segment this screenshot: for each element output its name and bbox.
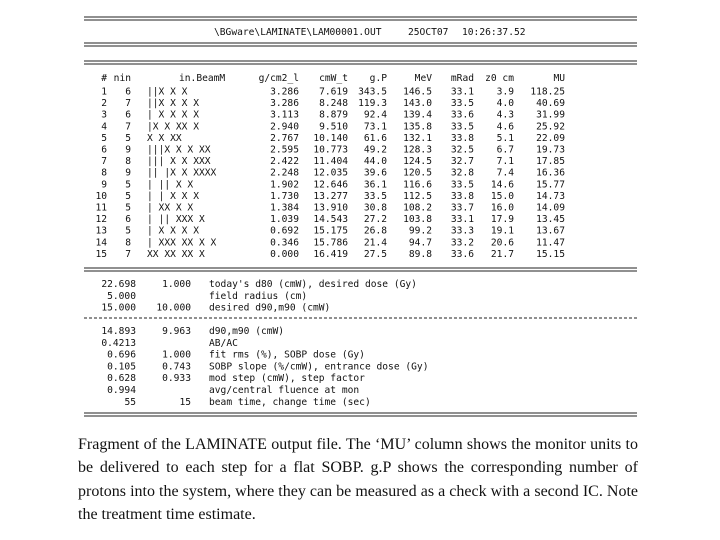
table-cell: 0.000 <box>270 248 299 260</box>
table-cell: 27.2 <box>363 214 387 226</box>
table-cell: 14 <box>95 237 107 249</box>
table-cell: 5 <box>125 202 131 214</box>
table-cell: 11.404 <box>313 156 348 168</box>
param-label: d90,m90 (cmW) <box>209 326 285 337</box>
table-cell: 5 <box>125 190 131 202</box>
table-cell: 32.5 <box>450 144 474 156</box>
table-row <box>101 121 565 132</box>
table-cell: 103.8 <box>403 214 432 226</box>
table-cell: 4 <box>101 121 107 133</box>
table-cell: 33.3 <box>450 225 474 237</box>
param-value: 0.105 <box>107 361 136 373</box>
figure-caption: Fragment of the LAMINATE output file. The ‘MU’ column shows the monitor units to be delivered to each step for a flat SOBP. g.P shows the corresponding number of protons into the system, where they can be measured as a check with a second IC. Note the treatment time estimate. <box>78 436 638 524</box>
param-value: 22.698 <box>101 279 136 290</box>
table-cell: | X X X X <box>147 225 199 237</box>
table-cell: 61.6 <box>363 132 387 144</box>
table-cell: 118.25 <box>530 86 565 98</box>
table-cell: 0.692 <box>270 225 299 237</box>
table-row <box>95 191 565 202</box>
table-cell: 7.619 <box>319 86 348 98</box>
table-cell: 1.039 <box>270 214 299 226</box>
table-cell: 3 <box>101 109 107 121</box>
table-cell: 2.595 <box>270 144 299 156</box>
table-cell: X X XX <box>147 132 182 144</box>
table-cell: | XX X X <box>147 202 194 214</box>
table-cell: 7 <box>125 248 131 260</box>
table-cell: 143.0 <box>403 98 432 110</box>
param-value: 1.000 <box>162 279 191 290</box>
table-cell: 94.7 <box>408 237 432 249</box>
table-cell: 21.4 <box>363 237 387 249</box>
table-cell: 15.175 <box>313 225 348 237</box>
table-cell: 15.15 <box>536 248 565 260</box>
param-label: mod step (cmW), step factor <box>209 373 365 385</box>
table-cell: 7 <box>101 156 107 168</box>
table-cell: 2.940 <box>270 121 299 133</box>
table-cell: 21.7 <box>490 248 514 260</box>
table-header <box>101 73 565 84</box>
param-label: beam time, change time (sec) <box>209 396 371 408</box>
table-cell: 135.8 <box>403 121 432 133</box>
table-cell: 17.85 <box>536 156 565 168</box>
table-cell: 14.6 <box>490 179 514 191</box>
table-cell: 112.5 <box>403 190 432 202</box>
table-cell: 13.45 <box>536 214 565 226</box>
table-row <box>95 226 565 237</box>
table-cell: 7.4 <box>496 167 514 179</box>
param-value: 5.000 <box>107 290 136 302</box>
table-cell: 1.902 <box>270 179 299 191</box>
table-cell: 14.09 <box>536 202 565 214</box>
param-value: 14.893 <box>101 326 136 337</box>
table-cell: 33.5 <box>450 98 474 110</box>
table-cell: 128.3 <box>403 144 432 156</box>
table-cell: 73.1 <box>363 121 387 133</box>
table-cell: 33.5 <box>450 121 474 133</box>
table-cell: 2.248 <box>270 167 299 179</box>
table-cell: 10.773 <box>313 144 348 156</box>
table-cell: 13.277 <box>313 190 348 202</box>
table-cell: 7 <box>125 98 131 110</box>
table-cell: 33.2 <box>450 237 474 249</box>
output-parameters <box>101 326 428 408</box>
table-cell: 15.77 <box>536 179 565 191</box>
table-cell: 3.286 <box>270 86 299 98</box>
table-cell: 12.035 <box>313 167 348 179</box>
input-parameters <box>101 279 417 314</box>
table-cell: 19.73 <box>536 144 565 156</box>
table-row <box>101 179 565 190</box>
table-row <box>95 203 565 214</box>
column-header: MU <box>553 73 565 84</box>
file-time: 10:26:37.52 <box>462 27 526 38</box>
table-cell: 4.3 <box>496 109 514 121</box>
table-cell: 8 <box>125 156 131 168</box>
table-cell: 3.9 <box>496 86 514 98</box>
table-cell: 89.8 <box>408 248 432 260</box>
table-cell: 4.0 <box>496 98 514 110</box>
table-cell: 9 <box>125 167 131 179</box>
table-cell: 146.5 <box>403 86 432 98</box>
table-cell: 33.6 <box>450 248 474 260</box>
table-row <box>101 87 565 98</box>
table-cell: | X X X X <box>147 109 199 121</box>
table-cell: | || XXX X <box>147 214 205 226</box>
table-row <box>101 98 565 109</box>
table-cell: 31.99 <box>536 109 565 121</box>
table-cell: 33.1 <box>450 86 474 98</box>
column-header: # <box>101 73 107 84</box>
table-cell: 8 <box>101 167 107 179</box>
param-value: 0.696 <box>107 349 136 361</box>
table-cell: 92.4 <box>363 109 387 121</box>
table-cell: XX XX XX X <box>147 248 205 260</box>
table-row <box>95 214 565 225</box>
param-value: 15 <box>179 396 191 408</box>
table-cell: | || X X <box>147 179 194 191</box>
table-cell: 119.3 <box>358 98 387 110</box>
table-cell: 32.7 <box>450 156 474 168</box>
param-label: today's d80 (cmW), desired dose (Gy) <box>209 279 417 290</box>
column-header: z0 cm <box>485 73 514 84</box>
table-cell: 2.767 <box>270 132 299 144</box>
table-body <box>95 87 565 260</box>
table-cell: 40.69 <box>536 98 565 110</box>
table-cell: 139.4 <box>403 109 432 121</box>
table-cell: 39.6 <box>363 167 387 179</box>
table-cell: 7.1 <box>496 156 514 168</box>
table-cell: 36.1 <box>363 179 387 191</box>
table-cell: 116.6 <box>403 179 432 191</box>
table-cell: 16.36 <box>536 167 565 179</box>
table-cell: 1 <box>101 86 107 98</box>
table-cell: | XXX XX X X <box>147 237 217 249</box>
table-cell: 9 <box>101 179 107 191</box>
table-cell: 32.8 <box>450 167 474 179</box>
table-row <box>101 168 565 179</box>
table-cell: |||X X X XX <box>147 144 211 156</box>
table-cell: 4.6 <box>496 121 514 133</box>
table-cell: ||X X X <box>147 86 188 98</box>
param-value: 15.000 <box>101 302 136 314</box>
table-cell: 6 <box>125 214 131 226</box>
table-row <box>95 237 565 248</box>
table-cell: 44.0 <box>363 156 387 168</box>
table-cell: 14.73 <box>536 190 565 202</box>
table-cell: 12 <box>95 214 107 226</box>
table-cell: 10.140 <box>313 132 348 144</box>
table-cell: 11 <box>95 202 107 214</box>
column-header: in.BeamM <box>179 73 226 84</box>
table-cell: 15.0 <box>490 190 514 202</box>
table-cell: 1.730 <box>270 190 299 202</box>
table-cell: 33.1 <box>450 214 474 226</box>
table-cell: 5 <box>101 132 107 144</box>
table-cell: 6 <box>125 109 131 121</box>
table-cell: 2.422 <box>270 156 299 168</box>
table-row <box>101 110 565 121</box>
table-cell: 6 <box>125 86 131 98</box>
table-cell: 8.879 <box>319 109 348 121</box>
table-cell: 15.786 <box>313 237 348 249</box>
table-cell: 20.6 <box>490 237 514 249</box>
param-value: 0.994 <box>107 385 136 396</box>
column-header: mRad <box>450 73 474 84</box>
table-cell: 14.543 <box>313 214 348 226</box>
table-cell: 132.1 <box>403 132 432 144</box>
table-cell: 108.2 <box>403 202 432 214</box>
table-cell: 5.1 <box>496 132 514 144</box>
column-header: MeV <box>414 73 432 84</box>
table-cell: 3.113 <box>270 109 299 121</box>
table-cell: 30.8 <box>363 202 387 214</box>
table-cell: 99.2 <box>408 225 432 237</box>
param-value: 0.628 <box>107 373 136 385</box>
column-header: g.P <box>369 73 387 84</box>
table-cell: 9.510 <box>319 121 348 133</box>
table-cell: 1.384 <box>270 202 299 214</box>
table-cell: 343.5 <box>358 86 387 98</box>
table-row <box>95 249 565 260</box>
table-cell: 33.6 <box>450 109 474 121</box>
param-label: field radius (cm) <box>209 290 308 302</box>
param-value: 0.933 <box>162 373 191 385</box>
param-value: 0.4213 <box>101 337 136 349</box>
table-row <box>101 133 565 144</box>
table-cell: | | X X X <box>147 190 199 202</box>
table-cell: |X X XX X <box>147 121 199 133</box>
table-cell: 10 <box>95 190 107 202</box>
table-cell: 13.67 <box>536 225 565 237</box>
param-value: 10.000 <box>156 302 191 314</box>
table-cell: 16.419 <box>313 248 348 260</box>
param-label: AB/AC <box>209 337 238 349</box>
table-cell: 33.8 <box>450 190 474 202</box>
table-cell: ||X X X X <box>147 98 199 110</box>
table-row <box>101 156 565 167</box>
table-cell: 27.5 <box>363 248 387 260</box>
table-cell: ||| X X XXX <box>147 156 211 168</box>
table-cell: 8.248 <box>319 98 348 110</box>
table-cell: 33.5 <box>450 179 474 191</box>
table-cell: 6 <box>101 144 107 156</box>
param-value: 0.743 <box>162 361 191 373</box>
param-value: 1.000 <box>162 349 191 361</box>
table-cell: 0.346 <box>270 237 299 249</box>
table-cell: 25.92 <box>536 121 565 133</box>
column-header: g/cm2_l <box>258 73 299 84</box>
file-path: \BGware\LAMINATE\LAM00001.OUT <box>214 27 382 38</box>
table-cell: 13 <box>95 225 107 237</box>
table-cell: 33.8 <box>450 132 474 144</box>
table-cell: 11.47 <box>536 237 565 249</box>
table-row <box>101 145 565 156</box>
section-rules <box>84 268 637 416</box>
table-cell: 7 <box>125 121 131 133</box>
table-cell: 2 <box>101 98 107 110</box>
table-cell: 5 <box>125 132 131 144</box>
header-rules <box>84 17 637 64</box>
file-date: 25OCT07 <box>408 27 449 38</box>
param-value: 9.963 <box>162 326 191 337</box>
table-cell: 6.7 <box>496 144 514 156</box>
table-cell: 26.8 <box>363 225 387 237</box>
table-cell: 8 <box>125 237 131 249</box>
table-cell: 5 <box>125 179 131 191</box>
param-label: desired d90,m90 (cmW) <box>209 302 331 314</box>
table-cell: 22.09 <box>536 132 565 144</box>
table-cell: 124.5 <box>403 156 432 168</box>
table-cell: 12.646 <box>313 179 348 191</box>
table-cell: 17.9 <box>490 214 514 226</box>
table-cell: 13.910 <box>313 202 348 214</box>
param-label: fit rms (%), SOBP dose (Gy) <box>209 349 365 361</box>
table-cell: 5 <box>125 225 131 237</box>
table-cell: 33.5 <box>363 190 387 202</box>
table-cell: || |X X XXXX <box>147 167 217 179</box>
table-cell: 9 <box>125 144 131 156</box>
column-header: cmW_t <box>319 73 348 84</box>
table-cell: 120.5 <box>403 167 432 179</box>
param-label: SOBP slope (%/cmW), entrance dose (Gy) <box>209 361 429 373</box>
table-cell: 19.1 <box>490 225 514 237</box>
table-cell: 16.0 <box>490 202 514 214</box>
table-cell: 3.286 <box>270 98 299 110</box>
column-header: nin <box>113 73 131 84</box>
table-cell: 15 <box>95 248 107 260</box>
param-label: avg/central fluence at mon <box>209 385 360 396</box>
param-value: 55 <box>124 396 136 408</box>
table-cell: 49.2 <box>363 144 387 156</box>
table-cell: 33.7 <box>450 202 474 214</box>
